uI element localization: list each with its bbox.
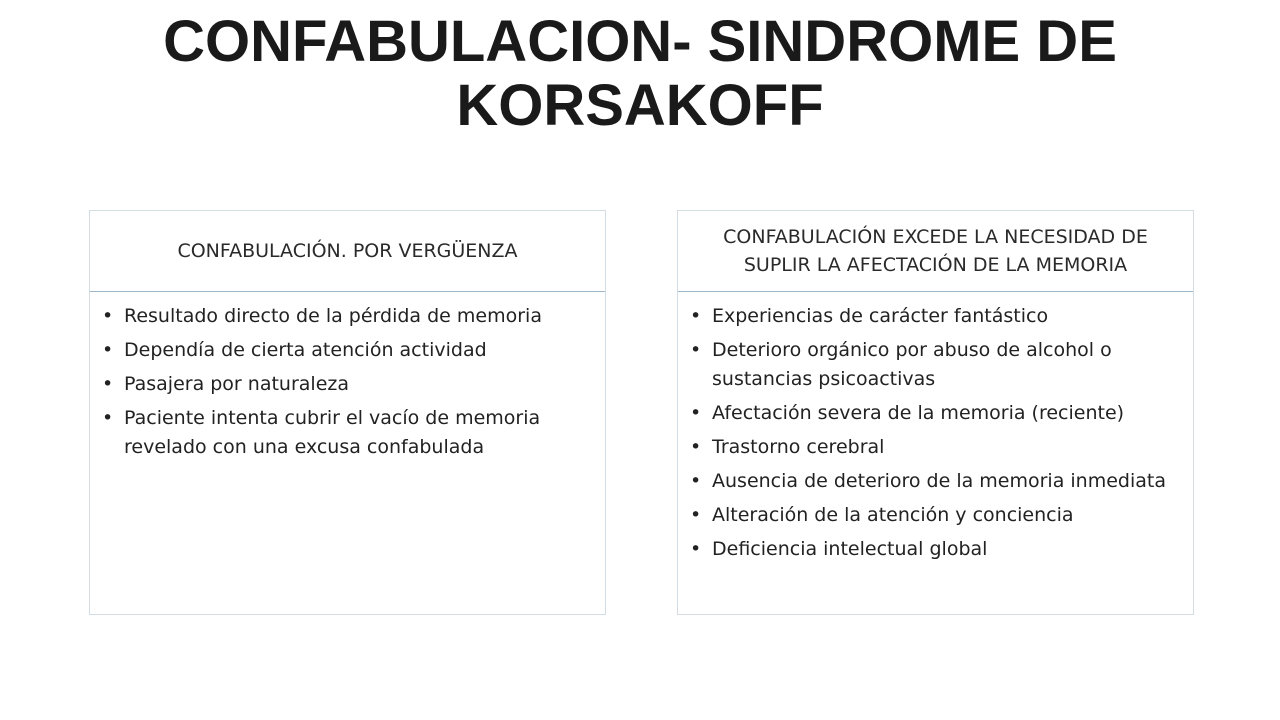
list-item: • Ausencia de deterioro de la memoria inmediata xyxy=(690,467,1183,496)
slide-title: CONFABULACION- SINDROME DE KORSAKOFF xyxy=(163,9,1117,138)
list-item: • Pasajera por naturaleza xyxy=(102,370,595,399)
list-item: • Dependía de cierta atención actividad xyxy=(102,336,595,365)
list-item: • Deficiencia intelectual global xyxy=(690,535,1183,564)
list-item: • Alteración de la atención y conciencia xyxy=(690,501,1183,530)
list-item: • Afectación severa de la memoria (reciente) xyxy=(690,399,1183,428)
list-item: • Resultado directo de la pérdida de memoria xyxy=(102,302,595,331)
panel-header: CONFABULACIÓN. POR VERGÜENZA xyxy=(90,211,605,292)
panel-body xyxy=(90,292,605,462)
list-item: • Deterioro orgánico por abuso de alcohol o sustancias psicoactivas xyxy=(690,336,1183,394)
panel-confabulacion-excede xyxy=(677,210,1194,615)
panel-confabulacion-verguenza xyxy=(89,210,606,615)
list-item: • Experiencias de carácter fantástico xyxy=(690,302,1183,331)
list-item: • Trastorno cerebral xyxy=(690,433,1183,462)
bullet-list xyxy=(690,302,1183,564)
list-item: • Paciente intenta cubrir el vacío de memoria revelado con una excusa confabulada xyxy=(102,404,595,462)
panel-body xyxy=(678,292,1193,564)
bullet-list xyxy=(102,302,595,462)
panel-header: CONFABULACIÓN EXCEDE LA NECESIDAD DE SUPLIR LA AFECTACIÓN DE LA MEMORIA xyxy=(678,211,1193,292)
